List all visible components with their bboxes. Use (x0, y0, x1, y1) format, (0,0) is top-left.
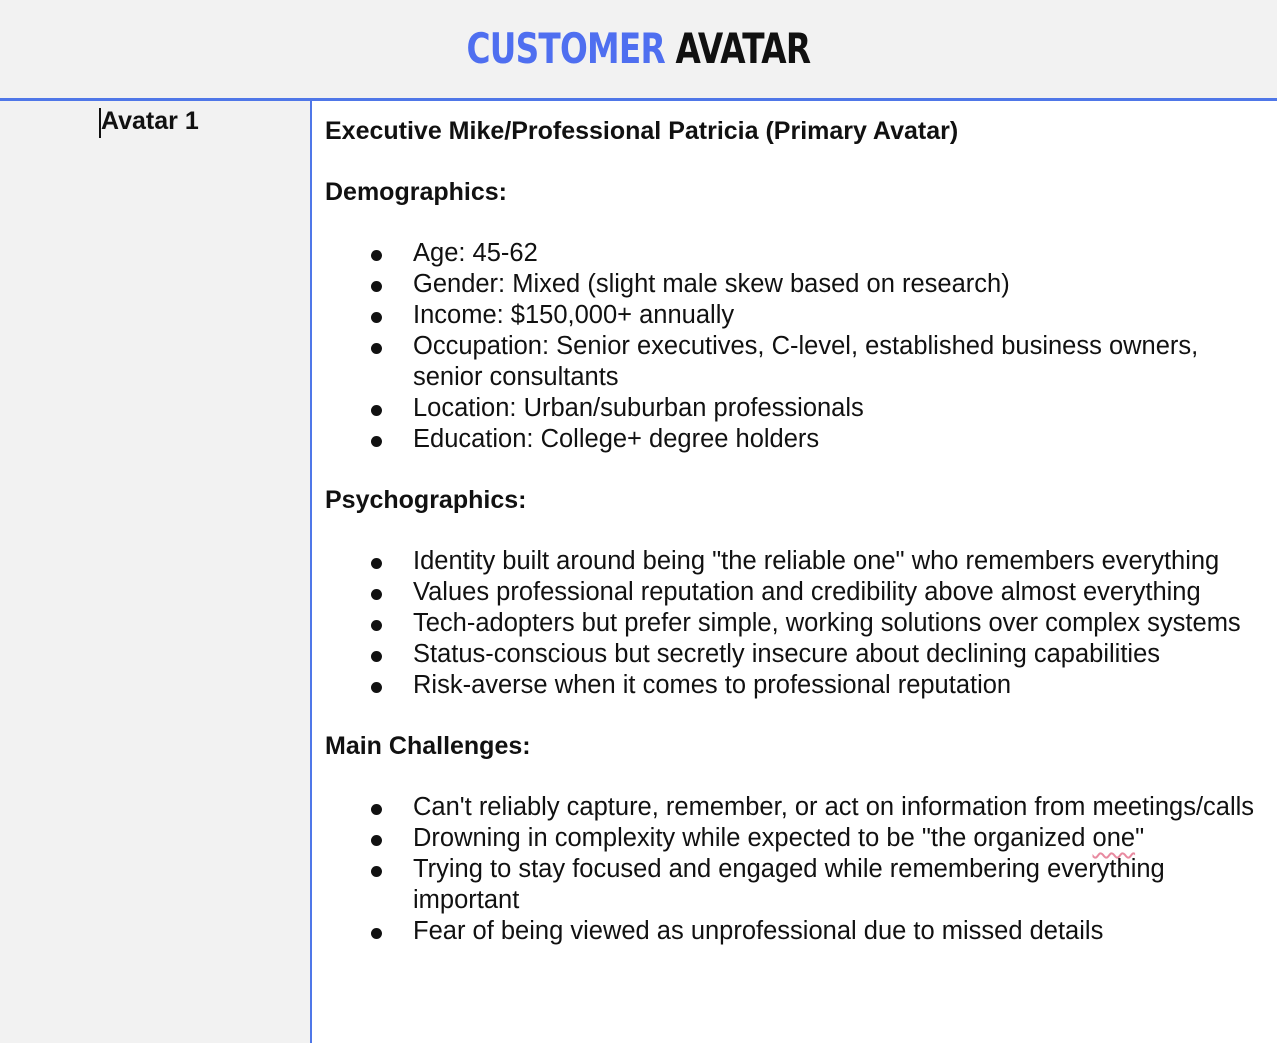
list-item (325, 424, 1265, 455)
bullet-icon (371, 651, 382, 662)
list-item-text: Values professional reputation and credibility above almost everything (413, 578, 1201, 606)
list-item-text: Status-conscious but secretly insecure about declining capabilities (413, 640, 1160, 668)
bullet-icon (371, 312, 382, 323)
list-item (325, 608, 1265, 639)
list-item (325, 639, 1265, 670)
avatar-content-cell[interactable] (325, 116, 1265, 947)
bullet-icon (371, 558, 382, 569)
list-item (325, 393, 1265, 424)
list-item-text: Trying to stay focused and engaged while remembering everything important (413, 855, 1165, 914)
list-item-text: Can't reliably capture, remember, or act on information from meetings/calls (413, 793, 1255, 821)
list-item (325, 823, 1265, 854)
spellcheck-flagged-word[interactable]: one (1092, 824, 1136, 852)
list-item-text: Occupation: Senior executives, C-level, established business owners, senior consultants (413, 332, 1199, 391)
list-item (325, 670, 1265, 701)
list-item-text: Risk-averse when it comes to professional reputation (413, 671, 1012, 699)
bullet-icon (371, 281, 382, 292)
list-item (325, 238, 1265, 269)
list-item-text: Education: College+ degree holders (413, 425, 820, 453)
list-item (325, 546, 1265, 577)
list-item (325, 331, 1265, 393)
bullet-icon (371, 928, 382, 939)
challenges-list (325, 792, 1265, 947)
psychographics-list (325, 546, 1265, 701)
list-item-text-end: " (1135, 824, 1145, 852)
bullet-icon (371, 835, 382, 846)
bullet-icon (371, 620, 382, 631)
list-item-text: Location: Urban/suburban professionals (413, 394, 864, 422)
list-item-text: Identity built around being "the reliable one" who remembers everything (413, 547, 1220, 575)
list-item-text: Drowning in complexity while expected to be "the organized (413, 824, 1093, 852)
list-item (325, 577, 1265, 608)
list-item-text: Fear of being viewed as unprofessional due to missed details (413, 917, 1104, 945)
avatar-name: Executive Mike/Professional Patricia (Primary Avatar) (325, 117, 959, 145)
title-word-avatar: AVATAR (675, 23, 811, 73)
bullet-icon (371, 405, 382, 416)
list-item (325, 916, 1265, 947)
list-item-text: Age: 45-62 (413, 239, 538, 267)
list-item-text: Tech-adopters but prefer simple, working solutions over complex systems (413, 609, 1241, 637)
list-item-text: Income: $150,000+ annually (413, 301, 735, 329)
list-item-text: Gender: Mixed (slight male skew based on research) (413, 270, 1010, 298)
challenges-heading: Main Challenges: (325, 732, 531, 760)
bullet-icon (371, 343, 382, 354)
bullet-icon (371, 250, 382, 261)
title-bar (0, 0, 1277, 101)
demographics-list (325, 238, 1265, 455)
bullet-icon (371, 804, 382, 815)
label-column[interactable] (0, 101, 312, 1043)
list-item (325, 269, 1265, 300)
psychographics-heading: Psychographics: (325, 486, 527, 514)
bullet-icon (371, 866, 382, 877)
avatar-label[interactable]: Avatar 1 (101, 107, 199, 135)
list-item (325, 300, 1265, 331)
title-word-customer: CUSTOMER (466, 23, 665, 73)
bullet-icon (371, 436, 382, 447)
list-item (325, 854, 1265, 916)
demographics-heading: Demographics: (325, 178, 507, 206)
bullet-icon (371, 682, 382, 693)
list-item (325, 792, 1265, 823)
bullet-icon (371, 589, 382, 600)
page-title (467, 24, 811, 73)
